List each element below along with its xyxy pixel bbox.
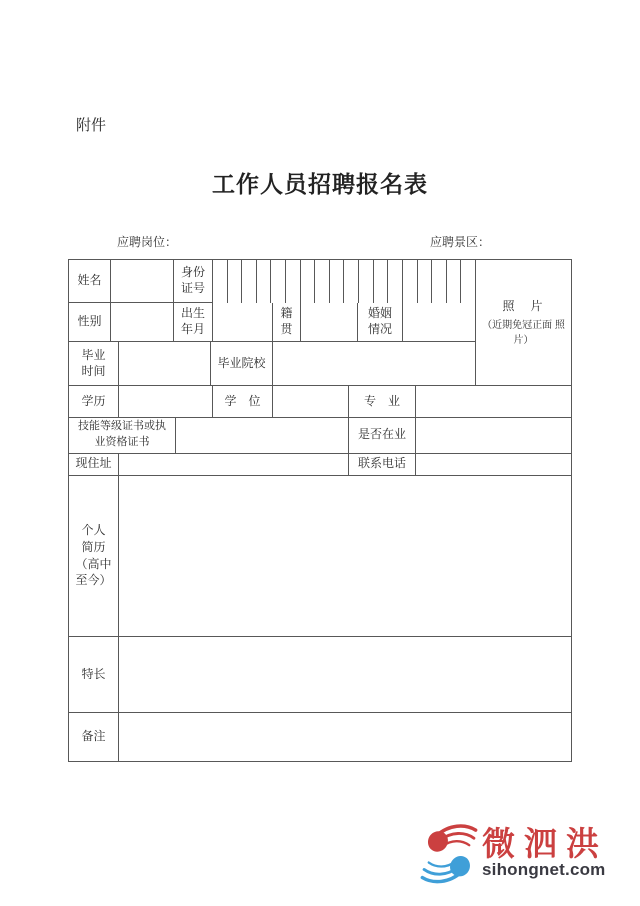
address-label: 现住址 bbox=[69, 454, 119, 476]
name-label: 姓名 bbox=[69, 260, 111, 303]
native-place-label bbox=[273, 303, 301, 342]
id-digit-cell bbox=[271, 260, 286, 303]
position-field-label: 应聘岗位： bbox=[117, 235, 178, 249]
id-digit-cell bbox=[301, 260, 316, 303]
resume-label-line4: 至今） bbox=[75, 573, 112, 588]
degree-value-cell bbox=[273, 386, 349, 418]
table-row-certificate bbox=[69, 418, 571, 454]
marital-status-value-cell bbox=[403, 303, 476, 342]
gender-value-cell bbox=[111, 303, 174, 342]
certificate-label-line2: 业资格证书 bbox=[94, 436, 150, 449]
marital-status-label bbox=[358, 303, 403, 342]
watermark-site-url: sihongnet.com bbox=[482, 860, 606, 879]
birth-date-label-line1: 出生 bbox=[180, 306, 205, 321]
employment-status-label: 是否在业 bbox=[349, 418, 416, 454]
top-section bbox=[69, 260, 571, 386]
scenic-area-field-label: 应聘景区： bbox=[430, 235, 491, 249]
id-digit-cell bbox=[359, 260, 374, 303]
employment-status-value-cell bbox=[416, 418, 571, 454]
table-row-graduation bbox=[69, 342, 476, 386]
id-digit-cell bbox=[374, 260, 389, 303]
specialty-label: 特长 bbox=[69, 637, 119, 714]
birth-date-value-cell bbox=[213, 303, 273, 342]
phone-label: 联系电话 bbox=[349, 454, 416, 476]
marital-status-label-line1: 婚姻 bbox=[367, 306, 392, 321]
resume-label-line1: 个人 bbox=[81, 523, 106, 537]
site-watermark bbox=[420, 818, 625, 898]
address-value-cell bbox=[119, 454, 349, 476]
id-digit-cell bbox=[242, 260, 257, 303]
id-number-label-line2: 证号 bbox=[180, 281, 205, 295]
education-value-cell bbox=[119, 386, 213, 418]
resume-label bbox=[69, 476, 119, 637]
certificate-value-cell bbox=[176, 418, 349, 454]
application-form-table bbox=[68, 259, 572, 762]
table-row-specialty bbox=[69, 637, 571, 714]
table-row-name-id bbox=[69, 260, 476, 303]
table-row-remarks bbox=[69, 713, 571, 761]
id-digit-cell bbox=[213, 260, 228, 303]
id-digit-cell bbox=[418, 260, 433, 303]
id-digit-cell bbox=[286, 260, 301, 303]
degree-label: 学 位 bbox=[213, 386, 273, 418]
swirl-logo-icon bbox=[420, 822, 478, 888]
id-number-label-line1: 身份 bbox=[180, 265, 205, 280]
id-digit-cell bbox=[257, 260, 272, 303]
birth-date-label bbox=[174, 303, 213, 342]
name-value-cell bbox=[111, 260, 174, 303]
marital-status-label-line2: 情况 bbox=[367, 322, 392, 336]
gender-label: 性别 bbox=[69, 303, 111, 342]
graduation-school-label: 毕业院校 bbox=[211, 342, 273, 386]
id-digit-cell bbox=[228, 260, 243, 303]
table-row-education bbox=[69, 386, 571, 418]
certificate-label-line1: 技能等级证书或执 bbox=[78, 420, 166, 433]
id-digit-cell bbox=[315, 260, 330, 303]
id-digit-cell bbox=[344, 260, 359, 303]
id-digit-cell bbox=[461, 260, 476, 303]
graduation-time-value-cell bbox=[119, 342, 211, 386]
id-digit-cell bbox=[330, 260, 345, 303]
photo-note bbox=[476, 318, 571, 348]
resume-label-line2: 简历 bbox=[81, 539, 106, 554]
id-digit-cells bbox=[213, 260, 476, 303]
native-place-label-line2: 贯 bbox=[280, 322, 293, 336]
native-place-value-cell bbox=[301, 303, 358, 342]
table-row-resume bbox=[69, 476, 571, 637]
id-digit-cell bbox=[447, 260, 462, 303]
page-title: 工作人员招聘报名表 bbox=[212, 171, 428, 197]
graduation-time-label bbox=[69, 342, 119, 386]
native-place-label-line1: 籍 bbox=[280, 306, 293, 321]
id-digit-cell bbox=[388, 260, 403, 303]
major-label: 专 业 bbox=[349, 386, 416, 418]
birth-date-label-line2: 年月 bbox=[180, 322, 205, 336]
resume-value-cell bbox=[119, 476, 571, 637]
photo-note-line2: 照片） bbox=[513, 320, 565, 346]
table-row-address-phone bbox=[69, 454, 571, 476]
remarks-value-cell bbox=[119, 713, 571, 761]
photo-cell bbox=[476, 260, 571, 386]
id-number-label bbox=[174, 260, 213, 303]
attachment-label: 附件 bbox=[76, 117, 107, 134]
graduation-school-value-cell bbox=[273, 342, 476, 386]
major-value-cell bbox=[416, 386, 571, 418]
resume-label-line3: （高中 bbox=[75, 556, 112, 571]
education-label: 学历 bbox=[69, 386, 119, 418]
id-digit-cell bbox=[403, 260, 418, 303]
certificate-label bbox=[69, 418, 176, 454]
photo-label: 照 片 bbox=[502, 299, 545, 313]
graduation-time-label-line2: 时间 bbox=[81, 363, 106, 378]
id-digit-cell bbox=[432, 260, 447, 303]
table-row-gender-birth bbox=[69, 303, 476, 342]
phone-value-cell bbox=[416, 454, 571, 476]
graduation-time-label-line1: 毕业 bbox=[81, 347, 106, 362]
top-left-block bbox=[69, 260, 476, 386]
photo-note-line1: （近期免冠正面 bbox=[482, 320, 553, 331]
remarks-label: 备注 bbox=[69, 713, 119, 761]
specialty-value-cell bbox=[119, 637, 571, 714]
watermark-site-name: 微泗洪 bbox=[482, 827, 608, 863]
